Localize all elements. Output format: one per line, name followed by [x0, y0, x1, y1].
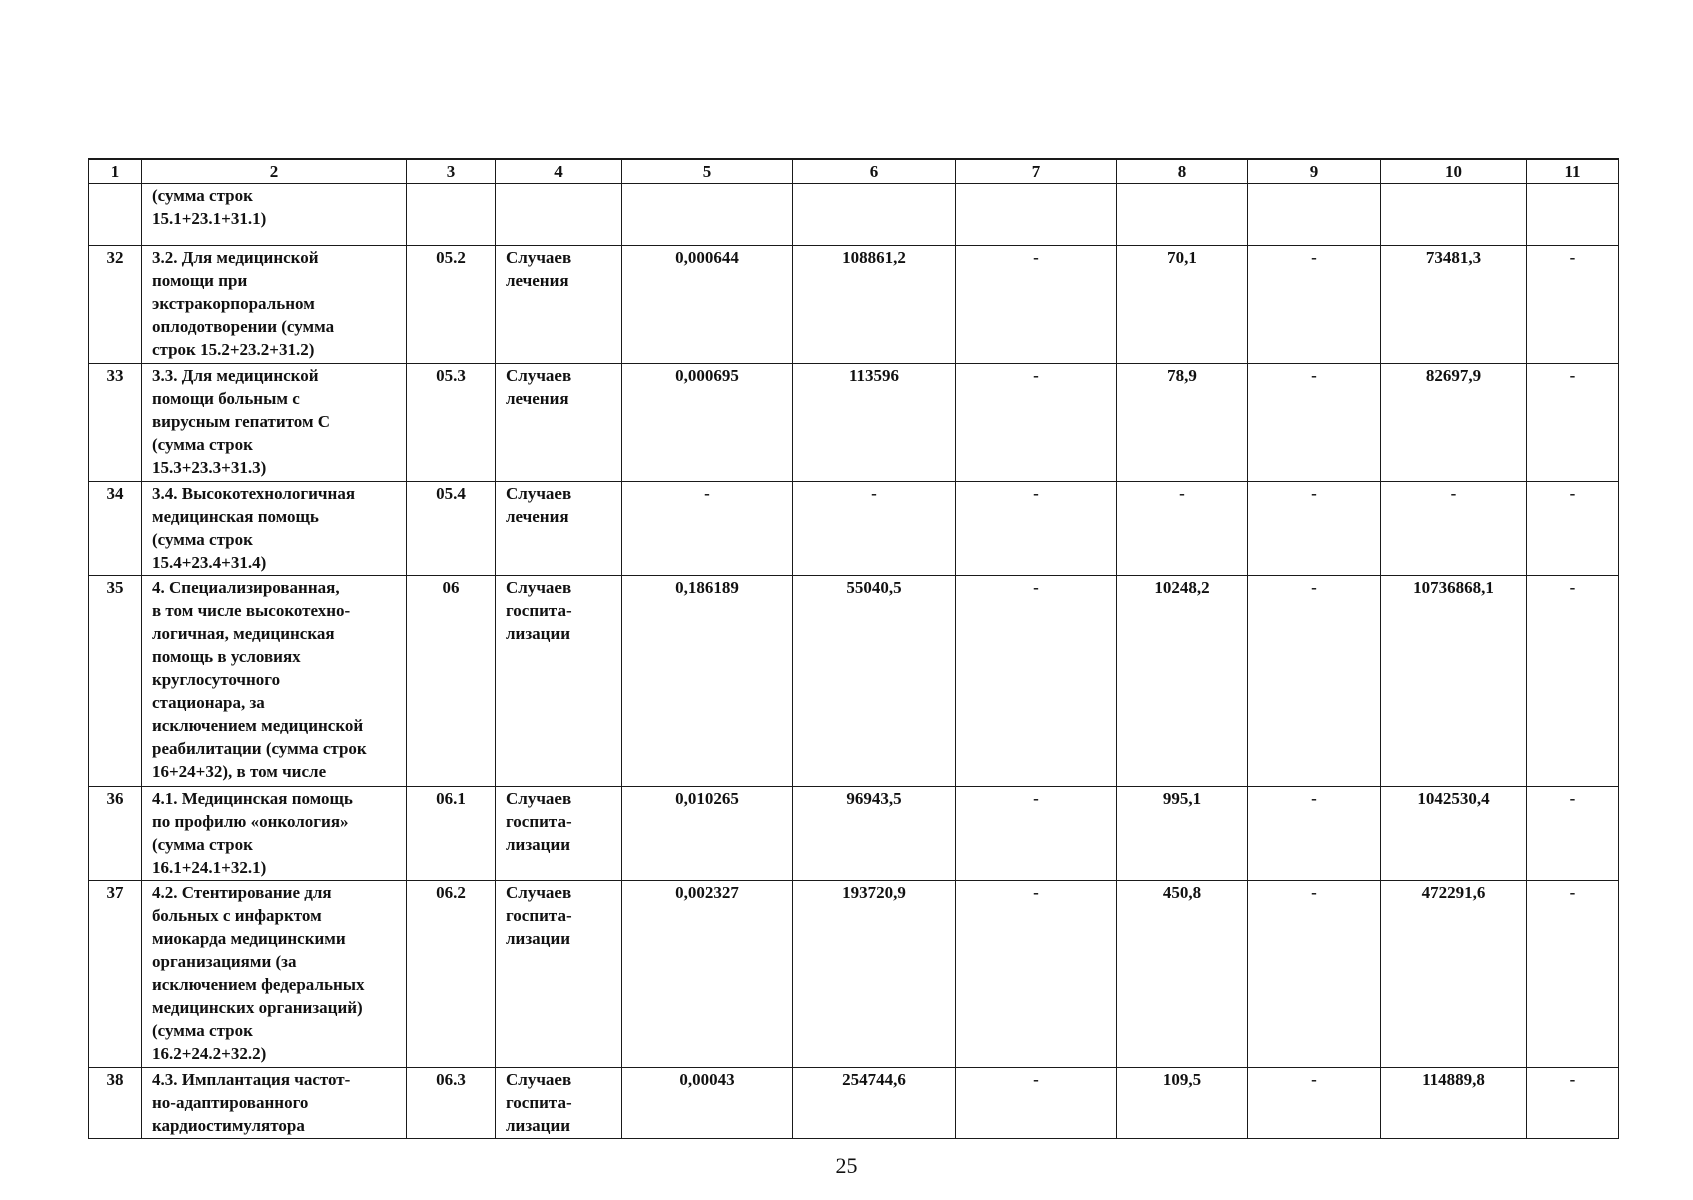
description-cell: 3.3. Для медицинской помощи больным с вирусным гепатитом С (сумма строк 15.3+23.3+31.3): [142, 364, 407, 482]
table-row: [89, 246, 1619, 364]
value-cell-9: -: [1248, 246, 1381, 364]
row-number-cell: 38: [89, 1068, 142, 1139]
description-cell: 4.1. Медицинская помощь по профилю «онкология» (сумма строк 16.1+24.1+32.1): [142, 787, 407, 881]
value-cell-6: 193720,9: [793, 881, 956, 1068]
value-cell-10: 114889,8: [1381, 1068, 1527, 1139]
description-cell: 3.2. Для медицинской помощи при экстракорпоральном оплодотворении (сумма строк 15.2+23.2+31.2): [142, 246, 407, 364]
document-sheet: [88, 158, 1618, 1139]
value-cell-6: [793, 184, 956, 246]
value-cell-5: -: [622, 482, 793, 576]
value-cell-11: -: [1527, 881, 1619, 1068]
header-cell: 9: [1248, 159, 1381, 184]
value-cell-9: [1248, 184, 1381, 246]
value-cell-6: 55040,5: [793, 576, 956, 787]
value-cell-6: -: [793, 482, 956, 576]
header-cell: 5: [622, 159, 793, 184]
value-cell-7: -: [956, 364, 1117, 482]
unit-cell: [496, 184, 622, 246]
data-table: [88, 158, 1619, 1139]
unit-cell: Случаев лечения: [496, 246, 622, 364]
column-number-row: [89, 159, 1619, 184]
value-cell-10: 10736868,1: [1381, 576, 1527, 787]
value-cell-5: 0,002327: [622, 881, 793, 1068]
table-row: [89, 482, 1619, 576]
page-number: 25: [835, 1153, 858, 1178]
value-cell-5: 0,000644: [622, 246, 793, 364]
value-cell-7: -: [956, 787, 1117, 881]
unit-cell: Случаев госпита- лизации: [496, 576, 622, 787]
value-cell-11: -: [1527, 364, 1619, 482]
value-cell-10: 1042530,4: [1381, 787, 1527, 881]
header-cell: 2: [142, 159, 407, 184]
value-cell-8: 109,5: [1117, 1068, 1248, 1139]
description-cell: (сумма строк 15.1+23.1+31.1): [142, 184, 407, 246]
row-number-cell: 34: [89, 482, 142, 576]
value-cell-11: -: [1527, 1068, 1619, 1139]
value-cell-9: -: [1248, 1068, 1381, 1139]
value-cell-9: -: [1248, 881, 1381, 1068]
value-cell-6: 254744,6: [793, 1068, 956, 1139]
value-cell-8: 70,1: [1117, 246, 1248, 364]
code-cell: 06: [407, 576, 496, 787]
value-cell-11: -: [1527, 482, 1619, 576]
value-cell-8: 78,9: [1117, 364, 1248, 482]
table-row: [89, 184, 1619, 246]
header-cell: 8: [1117, 159, 1248, 184]
value-cell-7: -: [956, 1068, 1117, 1139]
code-cell: [407, 184, 496, 246]
header-cell: 10: [1381, 159, 1527, 184]
value-cell-10: 82697,9: [1381, 364, 1527, 482]
table-row: [89, 787, 1619, 881]
value-cell-8: 995,1: [1117, 787, 1248, 881]
code-cell: 06.1: [407, 787, 496, 881]
table-row: [89, 1068, 1619, 1139]
header-cell: 4: [496, 159, 622, 184]
unit-cell: Случаев госпита- лизации: [496, 787, 622, 881]
value-cell-5: 0,186189: [622, 576, 793, 787]
code-cell: 06.3: [407, 1068, 496, 1139]
value-cell-6: 113596: [793, 364, 956, 482]
row-number-cell: 36: [89, 787, 142, 881]
value-cell-9: -: [1248, 482, 1381, 576]
unit-cell: Случаев лечения: [496, 482, 622, 576]
description-cell: 3.4. Высокотехнологичная медицинская помощь (сумма строк 15.4+23.4+31.4): [142, 482, 407, 576]
value-cell-9: -: [1248, 364, 1381, 482]
description-cell: 4.3. Имплантация частот- но-адаптированного кардиостимулятора: [142, 1068, 407, 1139]
value-cell-5: 0,00043: [622, 1068, 793, 1139]
value-cell-11: -: [1527, 787, 1619, 881]
table-row: [89, 576, 1619, 787]
value-cell-7: -: [956, 246, 1117, 364]
value-cell-9: -: [1248, 576, 1381, 787]
header-cell: 1: [89, 159, 142, 184]
table-row: [89, 881, 1619, 1068]
value-cell-8: -: [1117, 482, 1248, 576]
value-cell-5: 0,010265: [622, 787, 793, 881]
row-number-cell: 35: [89, 576, 142, 787]
value-cell-6: 108861,2: [793, 246, 956, 364]
value-cell-11: -: [1527, 246, 1619, 364]
value-cell-10: 73481,3: [1381, 246, 1527, 364]
description-cell: 4.2. Стентирование для больных с инфарктом миокарда медицинскими организациями (за исключением федеральных медицинских организаций) (сумма строк 16.2+24.2+32.2): [142, 881, 407, 1068]
value-cell-9: -: [1248, 787, 1381, 881]
value-cell-6: 96943,5: [793, 787, 956, 881]
description-cell: 4. Специализированная, в том числе высокотехно- логичная, медицинская помощь в условиях круглосуточного стационара, за исключением медицинской реабилитации (сумма строк 16+24+32), в том числе: [142, 576, 407, 787]
value-cell-7: -: [956, 576, 1117, 787]
value-cell-7: -: [956, 482, 1117, 576]
value-cell-10: -: [1381, 482, 1527, 576]
row-number-cell: [89, 184, 142, 246]
header-cell: 7: [956, 159, 1117, 184]
value-cell-11: [1527, 184, 1619, 246]
value-cell-8: 10248,2: [1117, 576, 1248, 787]
value-cell-7: -: [956, 881, 1117, 1068]
code-cell: 05.3: [407, 364, 496, 482]
value-cell-10: 472291,6: [1381, 881, 1527, 1068]
unit-cell: Случаев госпита- лизации: [496, 1068, 622, 1139]
unit-cell: Случаев лечения: [496, 364, 622, 482]
code-cell: 05.2: [407, 246, 496, 364]
header-cell: 6: [793, 159, 956, 184]
value-cell-5: 0,000695: [622, 364, 793, 482]
row-number-cell: 37: [89, 881, 142, 1068]
value-cell-7: [956, 184, 1117, 246]
table-row: [89, 364, 1619, 482]
header-cell: 3: [407, 159, 496, 184]
value-cell-5: [622, 184, 793, 246]
header-cell: 11: [1527, 159, 1619, 184]
row-number-cell: 32: [89, 246, 142, 364]
value-cell-10: [1381, 184, 1527, 246]
value-cell-8: [1117, 184, 1248, 246]
unit-cell: Случаев госпита- лизации: [496, 881, 622, 1068]
row-number-cell: 33: [89, 364, 142, 482]
code-cell: 05.4: [407, 482, 496, 576]
value-cell-11: -: [1527, 576, 1619, 787]
value-cell-8: 450,8: [1117, 881, 1248, 1068]
code-cell: 06.2: [407, 881, 496, 1068]
